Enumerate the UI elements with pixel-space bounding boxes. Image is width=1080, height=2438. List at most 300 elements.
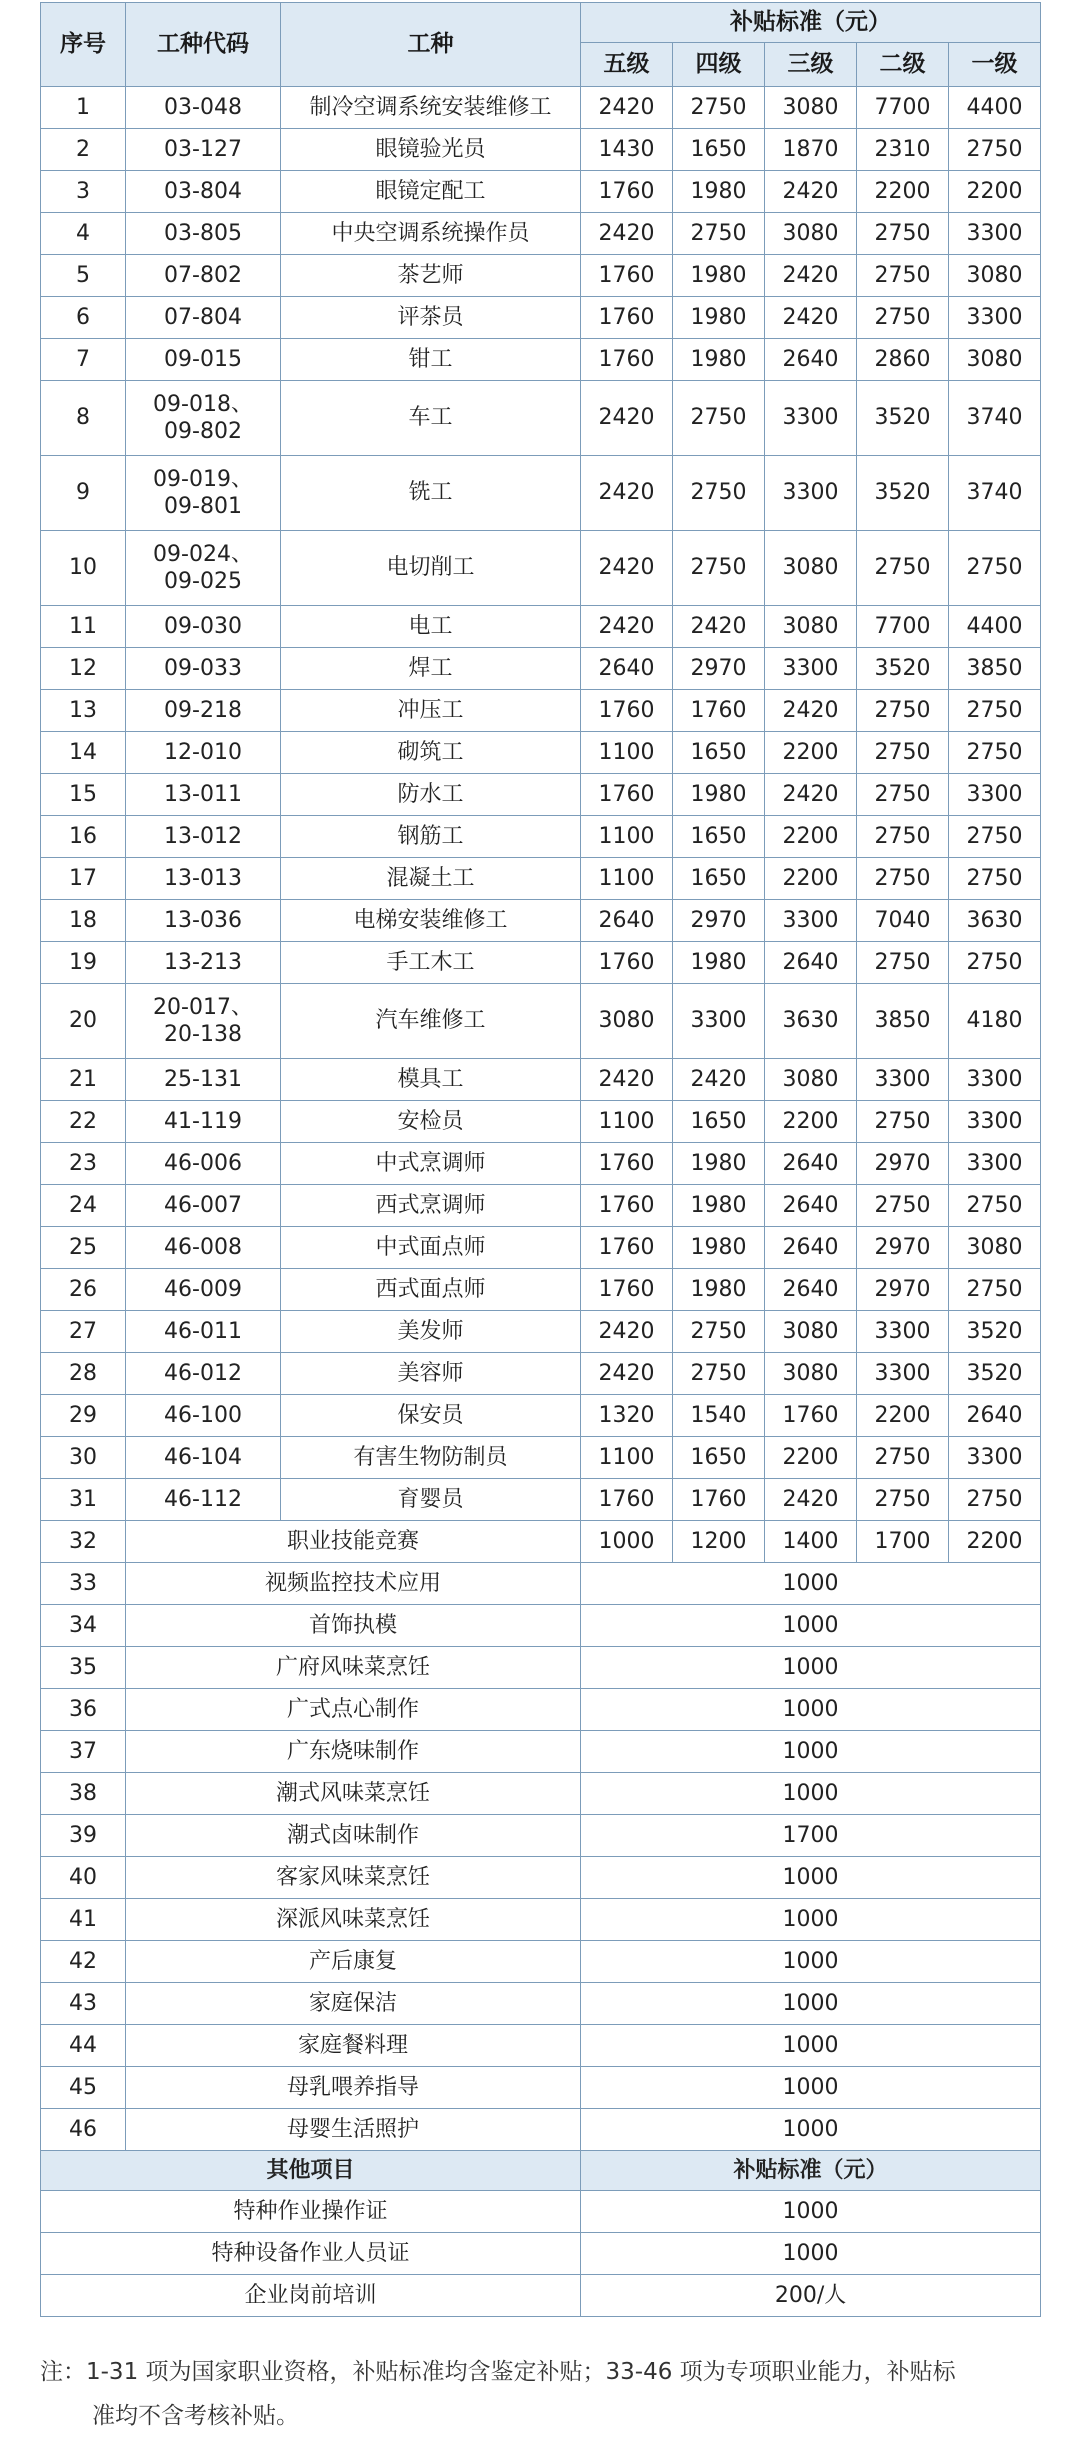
row-name: 育婴员 bbox=[281, 1479, 581, 1521]
row-code: 13-012 bbox=[126, 816, 281, 858]
row-code bbox=[126, 456, 281, 531]
row-name: 焊工 bbox=[281, 648, 581, 690]
row-value: 2640 bbox=[765, 1185, 857, 1227]
row-name: 安检员 bbox=[281, 1101, 581, 1143]
row-value: 2200 bbox=[765, 732, 857, 774]
row-name: 广式点心制作 bbox=[126, 1689, 581, 1731]
row-value: 2750 bbox=[673, 381, 765, 456]
row-name: 钳工 bbox=[281, 339, 581, 381]
row-value: 3300 bbox=[949, 1143, 1041, 1185]
row-value: 1980 bbox=[673, 1227, 765, 1269]
row-value: 1760 bbox=[673, 690, 765, 732]
row-value: 3080 bbox=[765, 1353, 857, 1395]
row-seq: 39 bbox=[41, 1815, 126, 1857]
row-value: 1760 bbox=[581, 1269, 673, 1311]
row-value: 2640 bbox=[765, 1227, 857, 1269]
row-value: 2750 bbox=[949, 858, 1041, 900]
row-seq: 19 bbox=[41, 942, 126, 984]
row-name: 有害生物防制员 bbox=[281, 1437, 581, 1479]
other-item-name: 特种作业操作证 bbox=[41, 2191, 581, 2233]
row-value: 2640 bbox=[765, 339, 857, 381]
row-seq: 17 bbox=[41, 858, 126, 900]
row-name: 视频监控技术应用 bbox=[126, 1563, 581, 1605]
footnote-line-1: 注：1-31 项为国家职业资格，补贴标准均含鉴定补贴；33-46 项为专项职业能力，补贴标 bbox=[40, 2359, 956, 2385]
row-value: 2750 bbox=[949, 1269, 1041, 1311]
row-value: 2750 bbox=[857, 690, 949, 732]
table-row bbox=[41, 732, 1041, 774]
row-seq: 46 bbox=[41, 2109, 126, 2151]
row-value: 2420 bbox=[581, 456, 673, 531]
table-row bbox=[41, 1059, 1041, 1101]
row-value: 2750 bbox=[857, 531, 949, 606]
table-row bbox=[41, 129, 1041, 171]
row-value: 2640 bbox=[581, 900, 673, 942]
row-value: 2310 bbox=[857, 129, 949, 171]
row-value: 4180 bbox=[949, 984, 1041, 1059]
row-code: 46-011 bbox=[126, 1311, 281, 1353]
row-name: 钢筋工 bbox=[281, 816, 581, 858]
row-name: 模具工 bbox=[281, 1059, 581, 1101]
row-value: 2750 bbox=[857, 1437, 949, 1479]
header-name: 工种 bbox=[281, 3, 581, 87]
table-row bbox=[41, 1899, 1041, 1941]
row-value: 2750 bbox=[673, 1353, 765, 1395]
row-value: 2750 bbox=[857, 213, 949, 255]
header-seq: 序号 bbox=[41, 3, 126, 87]
table-row bbox=[41, 1353, 1041, 1395]
table-row bbox=[41, 2233, 1041, 2275]
row-seq: 15 bbox=[41, 774, 126, 816]
row-seq: 41 bbox=[41, 1899, 126, 1941]
row-value: 1760 bbox=[581, 297, 673, 339]
row-value: 2970 bbox=[857, 1269, 949, 1311]
row-name: 眼镜验光员 bbox=[281, 129, 581, 171]
row-value: 2750 bbox=[949, 531, 1041, 606]
row-seq: 5 bbox=[41, 255, 126, 297]
row-code: 46-112 bbox=[126, 1479, 281, 1521]
row-seq: 1 bbox=[41, 87, 126, 129]
row-code: 09-033 bbox=[126, 648, 281, 690]
row-name: 冲压工 bbox=[281, 690, 581, 732]
row-code: 13-013 bbox=[126, 858, 281, 900]
table-row bbox=[41, 1857, 1041, 1899]
row-code-line-2: 20-138 bbox=[164, 1022, 242, 1047]
row-value: 2420 bbox=[765, 1479, 857, 1521]
row-value: 1980 bbox=[673, 942, 765, 984]
row-value: 2420 bbox=[581, 1059, 673, 1101]
row-name: 电工 bbox=[281, 606, 581, 648]
row-seq: 13 bbox=[41, 690, 126, 732]
row-code-line-2: 09-802 bbox=[164, 419, 242, 444]
row-value: 3300 bbox=[949, 297, 1041, 339]
row-value: 2200 bbox=[765, 1437, 857, 1479]
row-value: 2860 bbox=[857, 339, 949, 381]
row-name: 首饰执模 bbox=[126, 1605, 581, 1647]
row-seq: 18 bbox=[41, 900, 126, 942]
row-value: 1100 bbox=[581, 816, 673, 858]
row-value: 3300 bbox=[857, 1059, 949, 1101]
row-seq: 8 bbox=[41, 381, 126, 456]
row-value: 2750 bbox=[857, 1101, 949, 1143]
row-value: 2640 bbox=[581, 648, 673, 690]
table-row bbox=[41, 1689, 1041, 1731]
table-row bbox=[41, 816, 1041, 858]
row-name: 家庭餐料理 bbox=[126, 2025, 581, 2067]
row-value: 1980 bbox=[673, 1185, 765, 1227]
row-value: 2420 bbox=[581, 1311, 673, 1353]
row-value: 3630 bbox=[949, 900, 1041, 942]
row-value: 3300 bbox=[765, 456, 857, 531]
row-code-line-1: 09-024、 bbox=[153, 541, 253, 567]
row-name: 家庭保洁 bbox=[126, 1983, 581, 2025]
row-value: 2420 bbox=[581, 381, 673, 456]
row-value: 2750 bbox=[949, 942, 1041, 984]
row-value: 3300 bbox=[949, 213, 1041, 255]
row-seq: 33 bbox=[41, 1563, 126, 1605]
row-value: 3850 bbox=[857, 984, 949, 1059]
header-standard: 补贴标准（元） bbox=[581, 3, 1041, 43]
row-value: 1000 bbox=[581, 1563, 1041, 1605]
row-value: 1650 bbox=[673, 129, 765, 171]
row-code: 07-804 bbox=[126, 297, 281, 339]
row-name: 铣工 bbox=[281, 456, 581, 531]
row-value: 3300 bbox=[949, 1437, 1041, 1479]
row-value: 3300 bbox=[673, 984, 765, 1059]
row-seq: 9 bbox=[41, 456, 126, 531]
row-value: 2750 bbox=[857, 858, 949, 900]
row-code: 07-802 bbox=[126, 255, 281, 297]
table-row bbox=[41, 2025, 1041, 2067]
table-row bbox=[41, 1605, 1041, 1647]
row-value: 1650 bbox=[673, 1437, 765, 1479]
other-item-value: 200/人 bbox=[581, 2275, 1041, 2317]
table-header bbox=[41, 3, 1041, 87]
row-seq: 32 bbox=[41, 1521, 126, 1563]
header-level-2: 二级 bbox=[857, 43, 949, 87]
row-value: 3520 bbox=[949, 1353, 1041, 1395]
row-seq: 6 bbox=[41, 297, 126, 339]
row-code: 03-048 bbox=[126, 87, 281, 129]
row-value: 1870 bbox=[765, 129, 857, 171]
row-value: 2420 bbox=[581, 606, 673, 648]
row-code: 03-804 bbox=[126, 171, 281, 213]
row-value: 1000 bbox=[581, 1773, 1041, 1815]
row-value: 1200 bbox=[673, 1521, 765, 1563]
row-code: 46-100 bbox=[126, 1395, 281, 1437]
row-value: 3080 bbox=[949, 339, 1041, 381]
row-seq: 23 bbox=[41, 1143, 126, 1185]
row-name: 西式烹调师 bbox=[281, 1185, 581, 1227]
row-value: 2970 bbox=[857, 1143, 949, 1185]
row-value: 2200 bbox=[949, 171, 1041, 213]
table-row bbox=[41, 1227, 1041, 1269]
row-code: 09-030 bbox=[126, 606, 281, 648]
row-value: 1000 bbox=[581, 1941, 1041, 1983]
row-value: 2750 bbox=[949, 1479, 1041, 1521]
row-value: 2750 bbox=[857, 816, 949, 858]
header-level-4: 四级 bbox=[673, 43, 765, 87]
row-value: 3080 bbox=[765, 213, 857, 255]
row-value: 3300 bbox=[857, 1353, 949, 1395]
row-seq: 35 bbox=[41, 1647, 126, 1689]
table-row bbox=[41, 1185, 1041, 1227]
table-body bbox=[41, 87, 1041, 2317]
row-value: 3740 bbox=[949, 381, 1041, 456]
row-code: 25-131 bbox=[126, 1059, 281, 1101]
row-name: 西式面点师 bbox=[281, 1269, 581, 1311]
table-row bbox=[41, 1479, 1041, 1521]
row-value: 4400 bbox=[949, 87, 1041, 129]
row-value: 3080 bbox=[765, 531, 857, 606]
header-code: 工种代码 bbox=[126, 3, 281, 87]
row-value: 2750 bbox=[673, 531, 765, 606]
row-value: 2750 bbox=[857, 774, 949, 816]
row-seq: 34 bbox=[41, 1605, 126, 1647]
row-seq: 7 bbox=[41, 339, 126, 381]
table-row bbox=[41, 774, 1041, 816]
row-code: 13-213 bbox=[126, 942, 281, 984]
row-value: 2750 bbox=[949, 732, 1041, 774]
footnote bbox=[40, 2350, 1040, 2438]
row-seq: 36 bbox=[41, 1689, 126, 1731]
row-name: 广东烧味制作 bbox=[126, 1731, 581, 1773]
row-value: 1650 bbox=[673, 732, 765, 774]
row-seq: 30 bbox=[41, 1437, 126, 1479]
row-seq: 25 bbox=[41, 1227, 126, 1269]
row-code: 03-127 bbox=[126, 129, 281, 171]
row-value: 3080 bbox=[765, 87, 857, 129]
row-value: 2970 bbox=[857, 1227, 949, 1269]
row-value: 1980 bbox=[673, 1269, 765, 1311]
row-value: 1700 bbox=[857, 1521, 949, 1563]
row-name: 客家风味菜烹饪 bbox=[126, 1857, 581, 1899]
row-name: 评茶员 bbox=[281, 297, 581, 339]
row-name: 美容师 bbox=[281, 1353, 581, 1395]
row-value: 2750 bbox=[949, 690, 1041, 732]
row-code: 03-805 bbox=[126, 213, 281, 255]
row-seq: 22 bbox=[41, 1101, 126, 1143]
row-value: 2420 bbox=[581, 1353, 673, 1395]
row-value: 1000 bbox=[581, 1689, 1041, 1731]
row-code-line-1: 09-018、 bbox=[153, 391, 253, 417]
row-value: 3300 bbox=[765, 648, 857, 690]
row-value: 1000 bbox=[581, 1605, 1041, 1647]
row-name: 母乳喂养指导 bbox=[126, 2067, 581, 2109]
row-value: 2200 bbox=[857, 171, 949, 213]
row-value: 3080 bbox=[581, 984, 673, 1059]
row-seq: 12 bbox=[41, 648, 126, 690]
other-header-value: 补贴标准（元） bbox=[581, 2151, 1041, 2191]
table-row bbox=[41, 1731, 1041, 1773]
table-row bbox=[41, 171, 1041, 213]
row-seq: 14 bbox=[41, 732, 126, 774]
table-row bbox=[41, 690, 1041, 732]
row-seq: 20 bbox=[41, 984, 126, 1059]
table-row bbox=[41, 87, 1041, 129]
row-name: 砌筑工 bbox=[281, 732, 581, 774]
row-value: 3740 bbox=[949, 456, 1041, 531]
row-value: 1760 bbox=[581, 1479, 673, 1521]
row-value: 1980 bbox=[673, 171, 765, 213]
other-item-name: 企业岗前培训 bbox=[41, 2275, 581, 2317]
row-code: 46-012 bbox=[126, 1353, 281, 1395]
row-value: 1000 bbox=[581, 2109, 1041, 2151]
row-value: 3520 bbox=[949, 1311, 1041, 1353]
table-row bbox=[41, 1647, 1041, 1689]
table-row bbox=[41, 984, 1041, 1059]
table-row bbox=[41, 1269, 1041, 1311]
row-value: 1980 bbox=[673, 297, 765, 339]
row-value: 1760 bbox=[765, 1395, 857, 1437]
row-value: 2420 bbox=[581, 213, 673, 255]
table-row bbox=[41, 2191, 1041, 2233]
row-value: 1100 bbox=[581, 858, 673, 900]
row-name: 车工 bbox=[281, 381, 581, 456]
row-seq: 44 bbox=[41, 2025, 126, 2067]
row-value: 1980 bbox=[673, 774, 765, 816]
row-seq: 29 bbox=[41, 1395, 126, 1437]
row-seq: 43 bbox=[41, 1983, 126, 2025]
row-value: 3630 bbox=[765, 984, 857, 1059]
row-value: 2750 bbox=[673, 213, 765, 255]
row-value: 2420 bbox=[765, 774, 857, 816]
row-code: 12-010 bbox=[126, 732, 281, 774]
row-name: 茶艺师 bbox=[281, 255, 581, 297]
row-value: 1760 bbox=[581, 774, 673, 816]
row-seq: 40 bbox=[41, 1857, 126, 1899]
row-value: 1650 bbox=[673, 858, 765, 900]
row-value: 1650 bbox=[673, 816, 765, 858]
table-row bbox=[41, 1101, 1041, 1143]
other-item-value: 1000 bbox=[581, 2233, 1041, 2275]
row-value: 2750 bbox=[857, 1479, 949, 1521]
row-value: 7700 bbox=[857, 606, 949, 648]
row-value: 3520 bbox=[857, 381, 949, 456]
row-value: 3080 bbox=[949, 1227, 1041, 1269]
row-value: 2200 bbox=[857, 1395, 949, 1437]
row-value: 2200 bbox=[949, 1521, 1041, 1563]
header-level-5: 五级 bbox=[581, 43, 673, 87]
row-value: 2750 bbox=[857, 942, 949, 984]
table-row bbox=[41, 1143, 1041, 1185]
row-value: 1760 bbox=[581, 1227, 673, 1269]
table-row bbox=[41, 1395, 1041, 1437]
row-code-line-1: 20-017、 bbox=[153, 994, 253, 1020]
row-value: 2640 bbox=[765, 1269, 857, 1311]
row-value: 2750 bbox=[949, 1185, 1041, 1227]
row-name: 中式烹调师 bbox=[281, 1143, 581, 1185]
table-row bbox=[41, 1941, 1041, 1983]
table-row bbox=[41, 1311, 1041, 1353]
row-seq: 2 bbox=[41, 129, 126, 171]
row-seq: 26 bbox=[41, 1269, 126, 1311]
row-value: 2200 bbox=[765, 858, 857, 900]
table-row bbox=[41, 942, 1041, 984]
table-row bbox=[41, 1437, 1041, 1479]
row-seq: 45 bbox=[41, 2067, 126, 2109]
subsidy-table bbox=[40, 2, 1041, 2317]
row-name: 中央空调系统操作员 bbox=[281, 213, 581, 255]
row-value: 1760 bbox=[581, 255, 673, 297]
row-value: 1760 bbox=[581, 171, 673, 213]
row-value: 3080 bbox=[765, 1311, 857, 1353]
row-seq: 37 bbox=[41, 1731, 126, 1773]
row-code: 13-036 bbox=[126, 900, 281, 942]
row-value: 1980 bbox=[673, 255, 765, 297]
header-level-1: 一级 bbox=[949, 43, 1041, 87]
other-items-header bbox=[41, 2151, 1041, 2191]
table-row bbox=[41, 381, 1041, 456]
row-name: 职业技能竞赛 bbox=[126, 1521, 581, 1563]
row-value: 1000 bbox=[581, 1983, 1041, 2025]
row-value: 1400 bbox=[765, 1521, 857, 1563]
row-value: 3080 bbox=[765, 1059, 857, 1101]
subsidy-table-container bbox=[40, 2, 1040, 2317]
row-name: 混凝土工 bbox=[281, 858, 581, 900]
table-row bbox=[41, 858, 1041, 900]
table-row bbox=[41, 2109, 1041, 2151]
row-value: 1980 bbox=[673, 1143, 765, 1185]
row-value: 2420 bbox=[765, 690, 857, 732]
row-value: 2640 bbox=[949, 1395, 1041, 1437]
row-name: 母婴生活照护 bbox=[126, 2109, 581, 2151]
row-seq: 42 bbox=[41, 1941, 126, 1983]
other-item-value: 1000 bbox=[581, 2191, 1041, 2233]
row-code: 46-008 bbox=[126, 1227, 281, 1269]
row-value: 2420 bbox=[765, 255, 857, 297]
table-row bbox=[41, 213, 1041, 255]
row-value: 2750 bbox=[673, 1311, 765, 1353]
table-row bbox=[41, 1521, 1041, 1563]
table-row bbox=[41, 1815, 1041, 1857]
row-seq: 21 bbox=[41, 1059, 126, 1101]
row-code: 13-011 bbox=[126, 774, 281, 816]
row-name: 防水工 bbox=[281, 774, 581, 816]
row-code-line-2: 09-801 bbox=[164, 494, 242, 519]
row-value: 3300 bbox=[765, 900, 857, 942]
row-value: 1430 bbox=[581, 129, 673, 171]
table-row bbox=[41, 606, 1041, 648]
row-seq: 31 bbox=[41, 1479, 126, 1521]
row-seq: 4 bbox=[41, 213, 126, 255]
row-value: 1000 bbox=[581, 1521, 673, 1563]
row-seq: 16 bbox=[41, 816, 126, 858]
row-value: 3850 bbox=[949, 648, 1041, 690]
header-level-3: 三级 bbox=[765, 43, 857, 87]
row-value: 2420 bbox=[765, 297, 857, 339]
row-value: 1100 bbox=[581, 1101, 673, 1143]
row-value: 2970 bbox=[673, 648, 765, 690]
row-value: 1000 bbox=[581, 2067, 1041, 2109]
row-value: 2750 bbox=[673, 456, 765, 531]
row-value: 2750 bbox=[857, 255, 949, 297]
row-seq: 28 bbox=[41, 1353, 126, 1395]
row-value: 2750 bbox=[857, 732, 949, 774]
row-seq: 24 bbox=[41, 1185, 126, 1227]
row-value: 7040 bbox=[857, 900, 949, 942]
row-code bbox=[126, 381, 281, 456]
row-value: 3080 bbox=[765, 606, 857, 648]
row-name: 产后康复 bbox=[126, 1941, 581, 1983]
row-value: 2750 bbox=[949, 129, 1041, 171]
row-code: 46-007 bbox=[126, 1185, 281, 1227]
row-name: 电切削工 bbox=[281, 531, 581, 606]
row-value: 3300 bbox=[949, 1101, 1041, 1143]
row-value: 2420 bbox=[765, 171, 857, 213]
row-code bbox=[126, 531, 281, 606]
row-code: 46-009 bbox=[126, 1269, 281, 1311]
row-name: 手工木工 bbox=[281, 942, 581, 984]
